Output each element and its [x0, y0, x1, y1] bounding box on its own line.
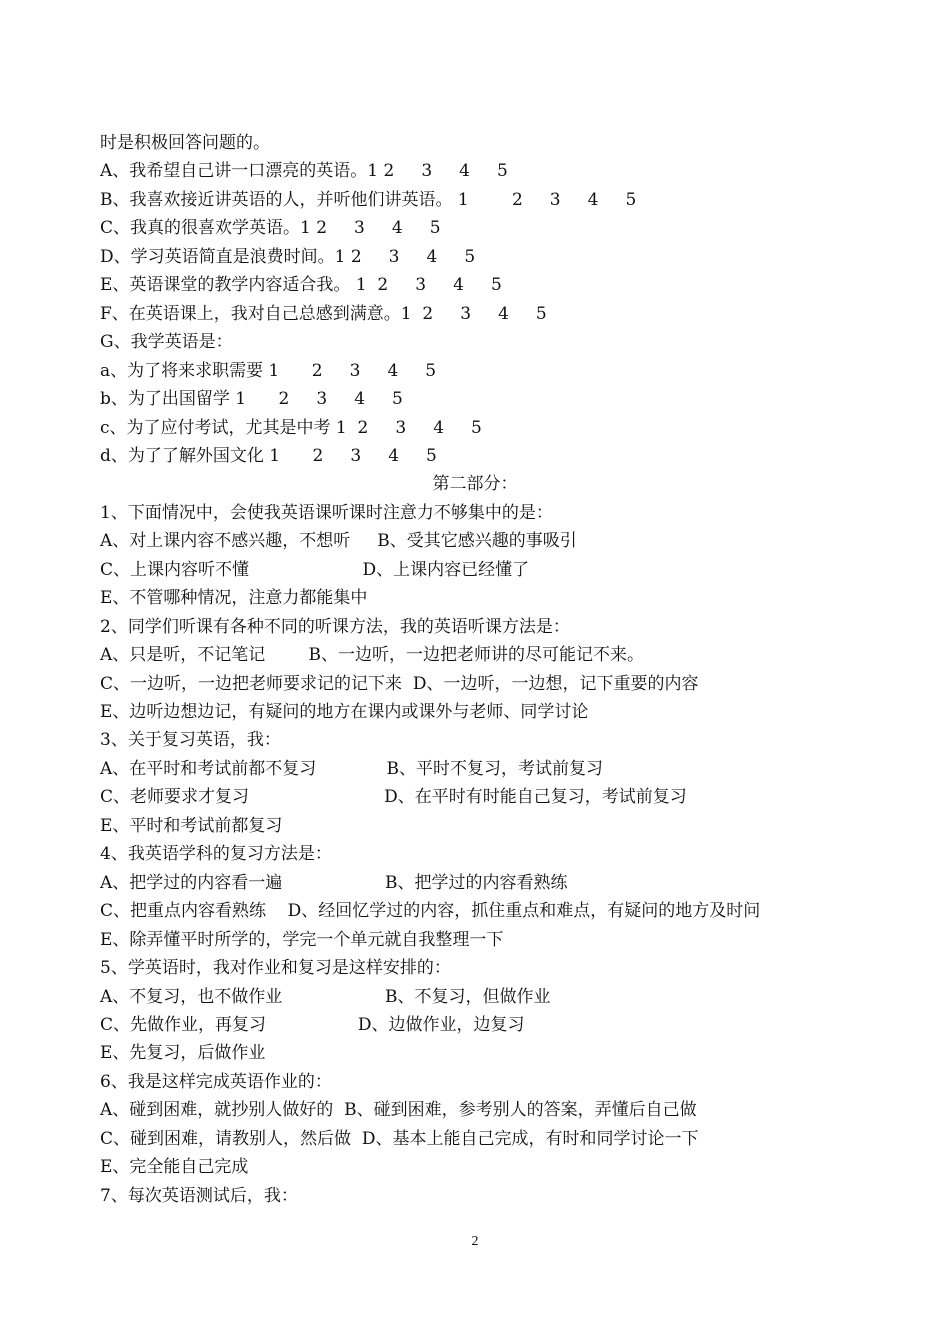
- text-line: 2、同学们听课有各种不同的听课方法，我的英语听课方法是：: [100, 616, 570, 637]
- text-line: c、为了应付考试，尤其是中考 1 2 3 4 5: [100, 417, 482, 438]
- text-line: C、把重点内容看熟练 D、经回忆学过的内容，抓住重点和难点，有疑问的地方及时问: [100, 901, 761, 922]
- text-line: E、英语课堂的教学内容适合我。 1 2 3 4 5: [100, 275, 502, 296]
- text-line: B、我喜欢接近讲英语的人，并听他们讲英语。 1 2 3 4 5: [100, 189, 637, 210]
- text-line: A、只是听，不记笔记 B、一边听，一边把老师讲的尽可能记不来。: [100, 645, 644, 666]
- text-line: G、我学英语是：: [100, 332, 233, 353]
- text-line: E、不管哪种情况，注意力都能集中: [100, 588, 368, 609]
- text-line: A、在平时和考试前都不复习 B、平时不复习，考试前复习: [100, 758, 604, 779]
- text-line: A、对上课内容不感兴趣，不想听 B、受其它感兴趣的事吸引: [100, 531, 577, 552]
- text-line: A、把学过的内容看一遍 B、把学过的内容看熟练: [100, 872, 568, 893]
- text-line: E、完全能自己完成: [100, 1157, 249, 1178]
- text-line: 时是积极回答问题的。: [100, 133, 270, 153]
- text-line: C、先做作业，再复习 D、边做作业，边复习: [100, 1014, 525, 1035]
- text-line: 4、我英语学科的复习方法是：: [100, 844, 332, 865]
- text-line: a、为了将来求职需要 1 2 3 4 5: [100, 360, 437, 381]
- text-line: 7、每次英语测试后，我：: [100, 1185, 298, 1206]
- text-line: A、我希望自己讲一口漂亮的英语。1 2 3 4 5: [100, 161, 508, 182]
- text-line: 5、学英语时，我对作业和复习是这样安排的：: [100, 958, 451, 979]
- text-line: 1、下面情况中，会使我英语课听课时注意力不够集中的是：: [100, 502, 553, 523]
- text-line: A、不复习，也不做作业 B、不复习，但做作业: [100, 986, 551, 1007]
- text-line: D、学习英语简直是浪费时间。1 2 3 4 5: [100, 246, 476, 267]
- text-line: b、为了出国留学 1 2 3 4 5: [100, 389, 403, 410]
- text-line: C、上课内容听不懂 D、上课内容已经懂了: [100, 559, 530, 580]
- page-number: 2: [471, 1234, 479, 1249]
- text-line: C、我真的很喜欢学英语。1 2 3 4 5: [100, 218, 441, 239]
- text-line: C、一边听，一边把老师要求记的记下来 D、一边听，一边想，记下重要的内容: [100, 673, 699, 694]
- text-line: d、为了了解外国文化 1 2 3 4 5: [100, 445, 437, 466]
- text-line: E、除弄懂平时所学的，学完一个单元就自我整理一下: [100, 929, 504, 950]
- text-line: E、平时和考试前都复习: [100, 815, 283, 836]
- section-heading: 第二部分：: [432, 474, 518, 495]
- text-line: E、边听边想边记，有疑问的地方在课内或课外与老师、同学讨论: [100, 702, 589, 722]
- text-line: C、老师要求才复习 D、在平时有时能自己复习，考试前复习: [100, 787, 687, 808]
- text-line: E、先复习，后做作业: [100, 1043, 266, 1064]
- text-line: C、碰到困难，请教别人，然后做 D、基本上能自己完成，有时和同学讨论一下: [100, 1128, 699, 1149]
- text-line: 6、我是这样完成英语作业的：: [100, 1071, 332, 1092]
- text-line: A、碰到困难，就抄别人做好的 B、碰到困难，参考别人的答案，弄懂后自己做: [100, 1100, 697, 1121]
- text-line: 3、关于复习英语，我：: [100, 730, 281, 751]
- text-line: F、在英语课上，我对自己总感到满意。1 2 3 4 5: [100, 303, 547, 324]
